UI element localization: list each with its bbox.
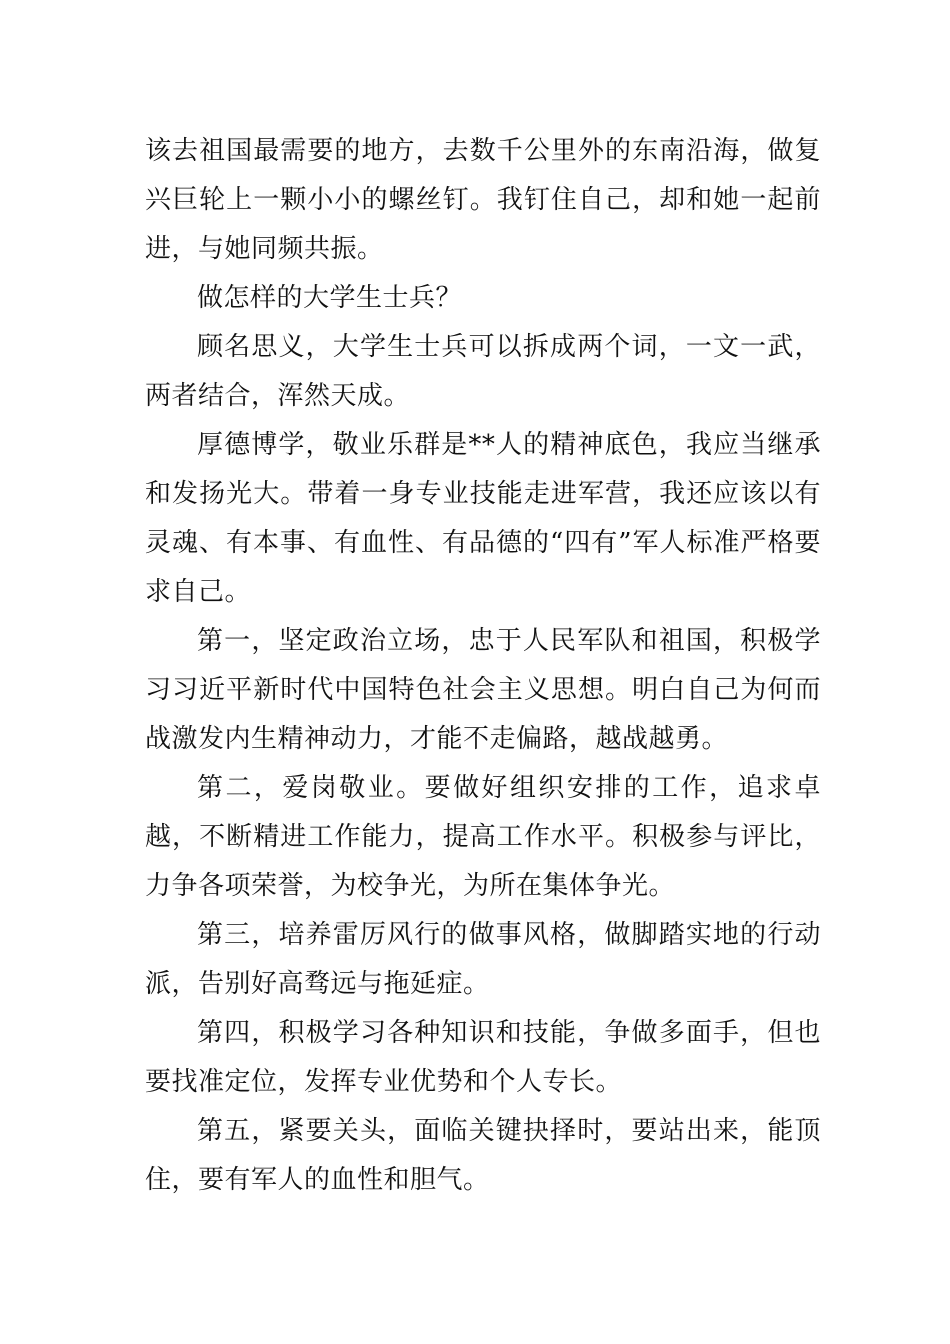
paragraph-3: 顾名思义，大学生士兵可以拆成两个词，一文一武，两者结合，浑然天成。 [145, 332, 821, 411]
paragraph-9: 第五，紧要关头，面临关键抉择时，要站出来，能顶住，要有军人的血性和胆气。 [145, 1116, 821, 1195]
paragraph-7: 第三，培养雷厉风行的做事风格，做脚踏实地的行动派，告别好高骛远与拖延症。 [145, 920, 821, 999]
paragraph-6: 第二，爱岗敬业。要做好组织安排的工作，追求卓越，不断精进工作能力，提高工作水平。积极参与评比，力争各项荣誉，为校争光，为所在集体争光。 [145, 773, 821, 901]
document-body [145, 127, 821, 1205]
paragraph-5: 第一，坚定政治立场，忠于人民军队和祖国，积极学习习近平新时代中国特色社会主义思想。明白自己为何而战激发内生精神动力，才能不走偏路，越战越勇。 [145, 626, 821, 754]
paragraph-2: 做怎样的大学生士兵？ [197, 283, 463, 313]
paragraph-4: 厚德博学，敬业乐群是**人的精神底色，我应当继承和发扬光大。带着一身专业技能走进军营，我还应该以有灵魂、有本事、有血性、有品德的“四有”军人标准严格要求自己。 [145, 430, 821, 607]
paragraph-1: 该去祖国最需要的地方，去数千公里外的东南沿海，做复兴巨轮上一颗小小的螺丝钉。我钉住自己，却和她一起前进，与她同频共振。 [145, 136, 821, 264]
paragraph-8: 第四，积极学习各种知识和技能，争做多面手，但也要找准定位，发挥专业优势和个人专长。 [145, 1018, 821, 1097]
